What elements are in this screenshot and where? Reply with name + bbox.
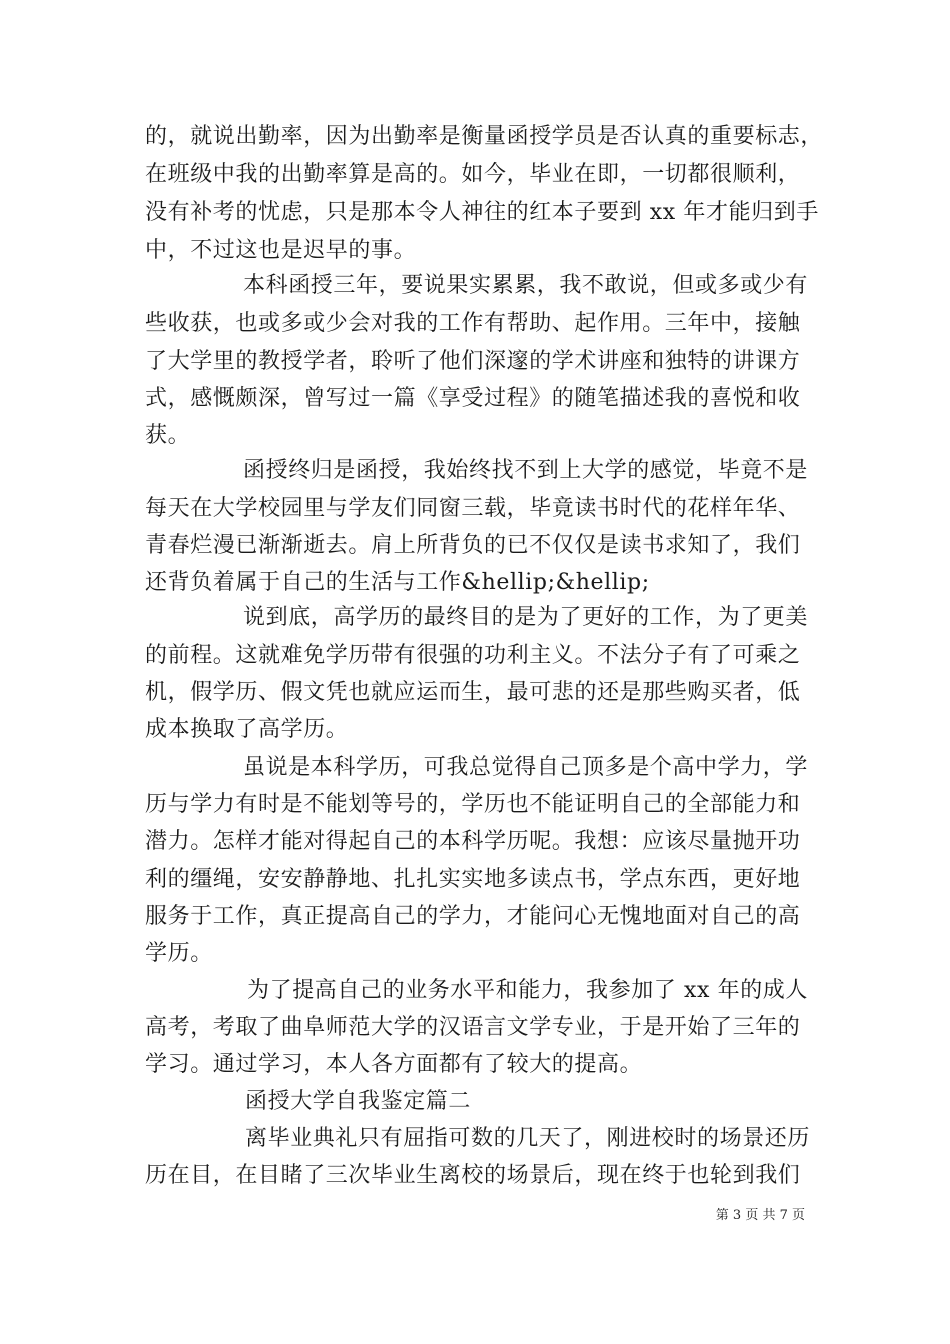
paragraph-first-line: 离毕业典礼只有屈指可数的几天了，刚进校时的场景还历 — [245, 1126, 811, 1151]
paragraph-first-line: 本科函授三年，要说果实累累，我不敢说，但或多或少有 — [243, 273, 809, 298]
text-line: 每天在大学校园里与学友们同窗三载，毕竟读书时代的花样年华、 — [145, 496, 801, 521]
text-line: 还背负着属于自己的生活与工作&hellip;&hellip; — [145, 570, 650, 595]
text-line: 利的缰绳，安安静静地、扎扎实实地多读点书，学点东西，更好地 — [145, 867, 801, 892]
text-line: 服务于工作，真正提高自己的学力，才能问心无愧地面对自己的高 — [145, 904, 801, 929]
text-line: 些收获，也或多或少会对我的工作有帮助、起作用。三年中，接触 — [145, 311, 801, 336]
page-number: 第 3 页 共 7 页 — [715, 1208, 805, 1223]
text-line: 机，假学历、假文凭也就应运而生，最可悲的还是那些购买者，低 — [145, 680, 801, 705]
text-line: 没有补考的忧虑，只是那本令人神往的红本子要到 xx 年才能归到手 — [145, 200, 820, 225]
text-line: 中，不过这也是迟早的事。 — [145, 238, 417, 263]
text-line: 历在目，在目睹了三次毕业生离校的场景后，现在终于也轮到我们 — [145, 1163, 801, 1188]
text-line: 在班级中我的出勤率算是高的。如今，毕业在即，一切都很顺利， — [145, 162, 801, 187]
section-heading: 函授大学自我鉴定篇二 — [245, 1089, 472, 1114]
text-line: 了大学里的教授学者，聆听了他们深邃的学术讲座和独特的讲课方 — [145, 349, 801, 374]
paragraph-first-line: 虽说是本科学历，可我总觉得自己顶多是个高中学力，学 — [243, 755, 809, 780]
text-line: 历与学力有时是不能划等号的，学历也不能证明自己的全部能力和 — [145, 792, 801, 817]
paragraph-first-line: 为了提高自己的业务水平和能力，我参加了 xx 年的成人 — [247, 978, 809, 1003]
text-line: 获。 — [145, 423, 191, 448]
text-line: 学历。 — [145, 941, 213, 966]
text-line: 青春烂漫已渐渐逝去。肩上所背负的已不仅仅是读书求知了，我们 — [145, 533, 801, 558]
text-line: 学习。通过学习，本人各方面都有了较大的提高。 — [145, 1052, 643, 1077]
text-line: 的，就说出勤率，因为出勤率是衡量函授学员是否认真的重要标志， — [145, 124, 824, 149]
paragraph-first-line: 说到底，高学历的最终目的是为了更好的工作，为了更美 — [243, 605, 809, 630]
text-line: 潜力。怎样才能对得起自己的本科学历呢。我想：应该尽量抛开功 — [145, 829, 801, 854]
text-line: 成本换取了高学历。 — [145, 717, 349, 742]
paragraph-first-line: 函授终归是函授，我始终找不到上大学的感觉，毕竟不是 — [243, 458, 809, 483]
text-line: 的前程。这就难免学历带有很强的功利主义。不法分子有了可乘之 — [145, 643, 801, 668]
text-line: 高考，考取了曲阜师范大学的汉语言文学专业，于是开始了三年的 — [145, 1015, 801, 1040]
text-line: 式，感慨颇深，曾写过一篇《享受过程》的随笔描述我的喜悦和收 — [145, 386, 801, 411]
